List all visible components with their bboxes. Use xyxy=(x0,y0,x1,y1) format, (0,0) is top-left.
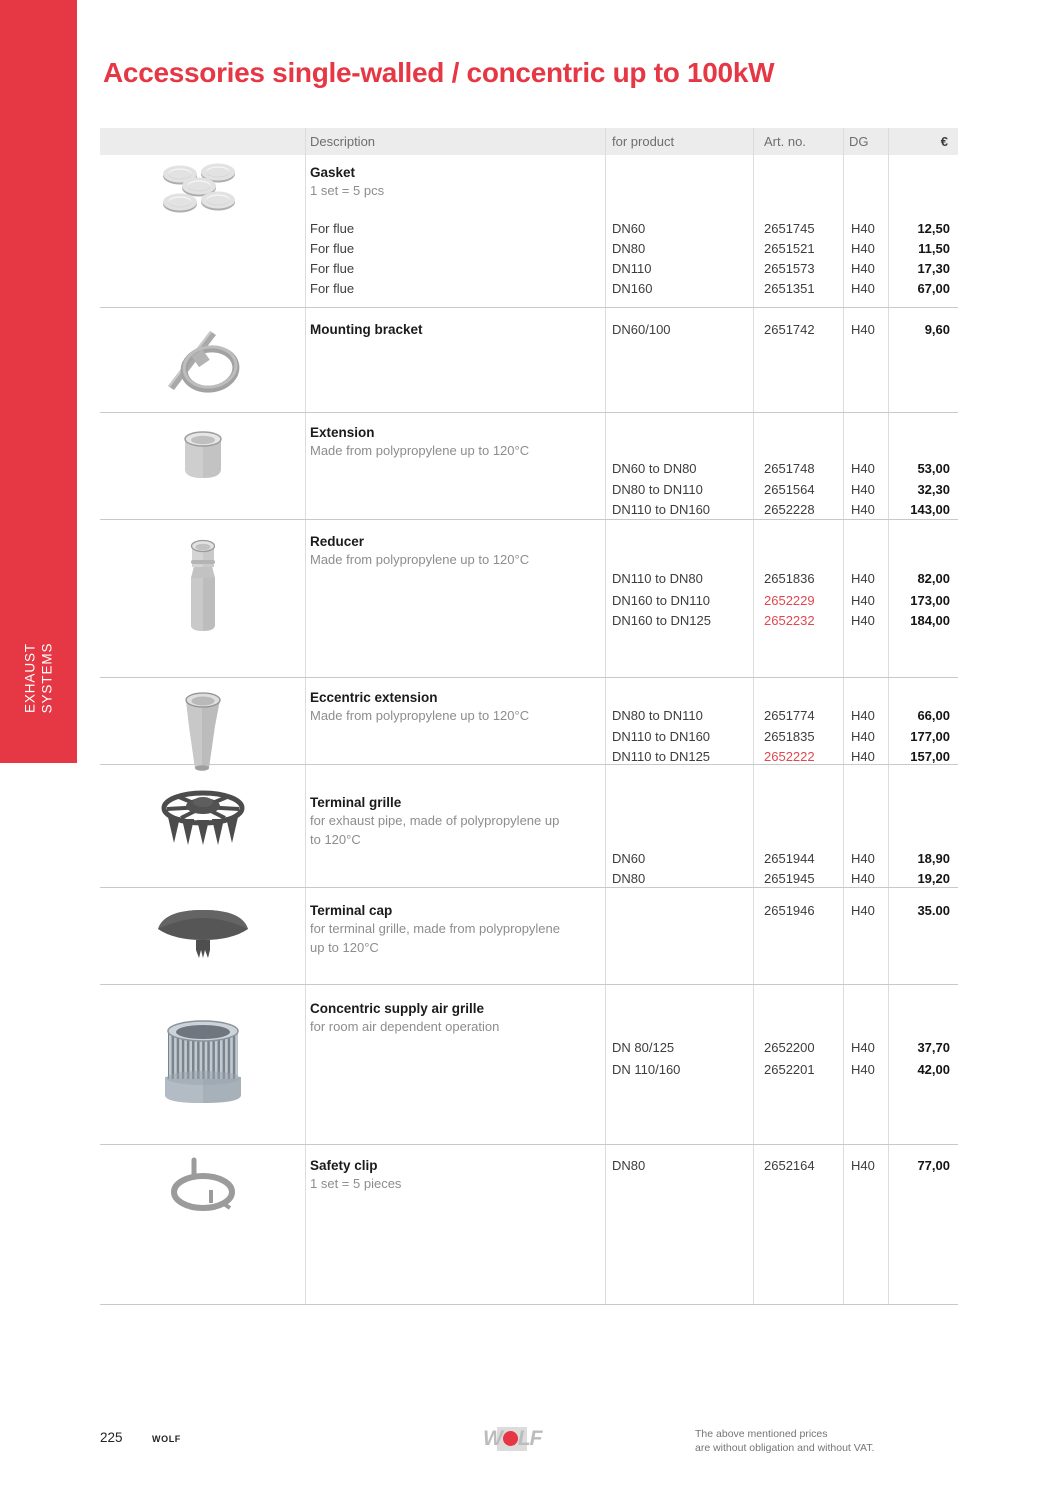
product-subtitle: 1 set = 5 pcs xyxy=(310,183,385,198)
product-name: Mounting bracket xyxy=(310,322,423,337)
item-for-product: DN80 to DN110 xyxy=(612,482,703,497)
table-row xyxy=(100,155,958,308)
column-header-for-product: for product xyxy=(612,134,675,149)
product-subtitle: to 120°C xyxy=(310,832,361,847)
product-name: Extension xyxy=(310,425,375,440)
price-disclaimer xyxy=(695,1427,874,1455)
item-dg: H40 xyxy=(851,613,875,628)
item-price: 19,20 xyxy=(917,871,950,886)
item-dg: H40 xyxy=(851,322,875,337)
column-header-art-no: Art. no. xyxy=(764,134,806,149)
item-price: 143,00 xyxy=(910,502,950,517)
item-price: 42,00 xyxy=(917,1062,950,1077)
item-dg: H40 xyxy=(851,729,875,744)
item-art-no: 2651745 xyxy=(764,221,815,236)
table-row xyxy=(100,888,958,985)
logo-w: W xyxy=(483,1427,502,1450)
table-row xyxy=(100,765,958,888)
item-for-product: DN80 xyxy=(612,241,646,256)
mounting-bracket-icon xyxy=(100,322,305,400)
item-price: 66,00 xyxy=(917,708,950,723)
item-price: 177,00 xyxy=(910,729,950,744)
sidebar-label-line-1: EXHAUST xyxy=(22,642,38,713)
item-for-product: DN 80/125 xyxy=(612,1040,675,1055)
item-art-no: 2651946 xyxy=(764,903,815,918)
item-dg: H40 xyxy=(851,749,875,764)
item-dg: H40 xyxy=(851,482,875,497)
item-for-product: DN60 xyxy=(612,851,646,866)
reducer-icon xyxy=(100,532,305,634)
product-name: Terminal grille xyxy=(310,795,402,810)
item-art-no: 2651774 xyxy=(764,708,815,723)
gasket-icon xyxy=(100,161,305,213)
item-for-product: DN110 to DN80 xyxy=(612,571,703,586)
item-for-product: DN110 to DN125 xyxy=(612,749,711,764)
product-name: Terminal cap xyxy=(310,903,393,918)
item-for-product: DN110 to DN160 xyxy=(612,502,711,517)
item-art-no: 2651573 xyxy=(764,261,815,276)
terminal-cap-icon xyxy=(100,898,305,960)
item-dg: H40 xyxy=(851,903,875,918)
product-name: Gasket xyxy=(310,165,356,180)
item-label: For flue xyxy=(310,221,355,236)
item-price: 9,60 xyxy=(924,322,950,337)
item-art-no: 2651521 xyxy=(764,241,815,256)
safety-clip-icon xyxy=(100,1157,305,1213)
sidebar-label-line-2: SYSTEMS xyxy=(39,642,55,713)
table-row xyxy=(100,678,958,765)
logo-red-dot-icon xyxy=(503,1431,518,1446)
item-dg: H40 xyxy=(851,221,875,236)
item-for-product: DN80 to DN110 xyxy=(612,708,703,723)
item-dg: H40 xyxy=(851,1062,875,1077)
item-label: For flue xyxy=(310,241,355,256)
item-label: For flue xyxy=(310,261,355,276)
product-subtitle: up to 120°C xyxy=(310,940,379,955)
wolf-logo xyxy=(483,1426,545,1452)
item-art-no: 2651742 xyxy=(764,322,815,337)
item-price: 157,00 xyxy=(910,749,950,764)
item-price: 173,00 xyxy=(910,593,950,608)
page-number: 225 xyxy=(100,1430,123,1445)
item-art-no: 2651945 xyxy=(764,871,815,886)
item-art-no: 2651564 xyxy=(764,482,815,497)
item-dg: H40 xyxy=(851,461,875,476)
item-dg: H40 xyxy=(851,593,875,608)
price-disclaimer-line-1: The above mentioned prices xyxy=(695,1428,828,1440)
product-subtitle: for room air dependent operation xyxy=(310,1019,500,1034)
brand-text: WOLF xyxy=(152,1434,181,1444)
product-subtitle: Made from polypropylene up to 120°C xyxy=(310,552,530,567)
eccentric-extension-icon xyxy=(100,690,305,772)
table-row xyxy=(100,413,958,520)
item-for-product: DN 110/160 xyxy=(612,1062,681,1077)
product-subtitle: for exhaust pipe, made of polypropylene up xyxy=(310,813,560,828)
item-for-product: DN60/100 xyxy=(612,322,671,337)
price-disclaimer-line-2: are without obligation and without VAT. xyxy=(695,1442,875,1454)
item-dg: H40 xyxy=(851,1158,875,1173)
item-price: 77,00 xyxy=(917,1158,950,1173)
item-for-product: DN110 xyxy=(612,261,652,276)
sidebar-label xyxy=(21,642,55,713)
item-dg: H40 xyxy=(851,241,875,256)
item-dg: H40 xyxy=(851,851,875,866)
item-for-product: DN80 xyxy=(612,1158,646,1173)
sidebar-label-box xyxy=(0,595,77,760)
item-dg: H40 xyxy=(851,708,875,723)
item-for-product: DN160 to DN110 xyxy=(612,593,711,608)
product-subtitle: Made from polypropylene up to 120°C xyxy=(310,443,530,458)
product-name: Safety clip xyxy=(310,1158,378,1173)
item-for-product: DN80 xyxy=(612,871,646,886)
product-name: Reducer xyxy=(310,534,365,549)
item-art-no: 2652228 xyxy=(764,502,815,517)
item-art-no: 2652164 xyxy=(764,1158,815,1173)
item-art-no: 2652200 xyxy=(764,1040,815,1055)
item-for-product: DN160 to DN125 xyxy=(612,613,711,628)
item-for-product: DN160 xyxy=(612,281,653,296)
item-price: 53,00 xyxy=(917,461,950,476)
item-art-no: 2652201 xyxy=(764,1062,815,1077)
item-art-no: 2651835 xyxy=(764,729,815,744)
item-price: 37,70 xyxy=(917,1040,950,1055)
table-header xyxy=(100,128,958,155)
product-name: Concentric supply air grille xyxy=(310,1001,485,1016)
item-dg: H40 xyxy=(851,571,875,586)
item-price: 35.00 xyxy=(917,903,950,918)
item-dg: H40 xyxy=(851,502,875,517)
item-price: 12,50 xyxy=(917,221,950,236)
item-for-product: DN60 xyxy=(612,221,646,236)
extension-icon xyxy=(100,427,305,483)
item-label: For flue xyxy=(310,281,355,296)
product-subtitle: for terminal grille, made from polypropylene xyxy=(310,921,560,936)
exhaust-systems-section-tab xyxy=(0,0,77,763)
terminal-grille-icon xyxy=(100,787,305,845)
item-price: 17,30 xyxy=(917,261,950,276)
logo-letters xyxy=(483,1426,541,1452)
item-price: 67,00 xyxy=(917,281,950,296)
item-art-no: 2651944 xyxy=(764,851,815,866)
column-header-description: Description xyxy=(310,134,376,149)
table-row xyxy=(100,1145,958,1305)
item-price: 184,00 xyxy=(910,613,950,628)
supply-air-grille-icon xyxy=(100,1017,305,1109)
product-subtitle: 1 set = 5 pieces xyxy=(310,1176,402,1191)
item-price: 18,90 xyxy=(917,851,950,866)
item-dg: H40 xyxy=(851,871,875,886)
column-header-price-eur: € xyxy=(940,134,948,149)
product-subtitle: Made from polypropylene up to 120°C xyxy=(310,708,530,723)
item-price: 82,00 xyxy=(917,571,950,586)
column-header-dg: DG xyxy=(849,134,869,149)
page-title: Accessories single-walled / concentric up to 100kW xyxy=(103,57,775,88)
item-price: 32,30 xyxy=(917,482,950,497)
item-art-no: 2652232 xyxy=(764,613,815,628)
item-art-no: 2651836 xyxy=(764,571,815,586)
item-dg: H40 xyxy=(851,1040,875,1055)
table-row xyxy=(100,308,958,413)
item-art-no: 2651748 xyxy=(764,461,815,476)
table-row xyxy=(100,520,958,678)
item-art-no: 2651351 xyxy=(764,281,815,296)
item-for-product: DN110 to DN160 xyxy=(612,729,711,744)
item-art-no: 2652229 xyxy=(764,593,815,608)
product-name: Eccentric extension xyxy=(310,690,438,705)
table-row xyxy=(100,985,958,1145)
item-price: 11,50 xyxy=(918,241,950,256)
item-dg: H40 xyxy=(851,281,875,296)
item-dg: H40 xyxy=(851,261,875,276)
item-for-product: DN60 to DN80 xyxy=(612,461,697,476)
logo-lf: LF xyxy=(517,1427,542,1450)
item-art-no: 2652222 xyxy=(764,749,815,764)
